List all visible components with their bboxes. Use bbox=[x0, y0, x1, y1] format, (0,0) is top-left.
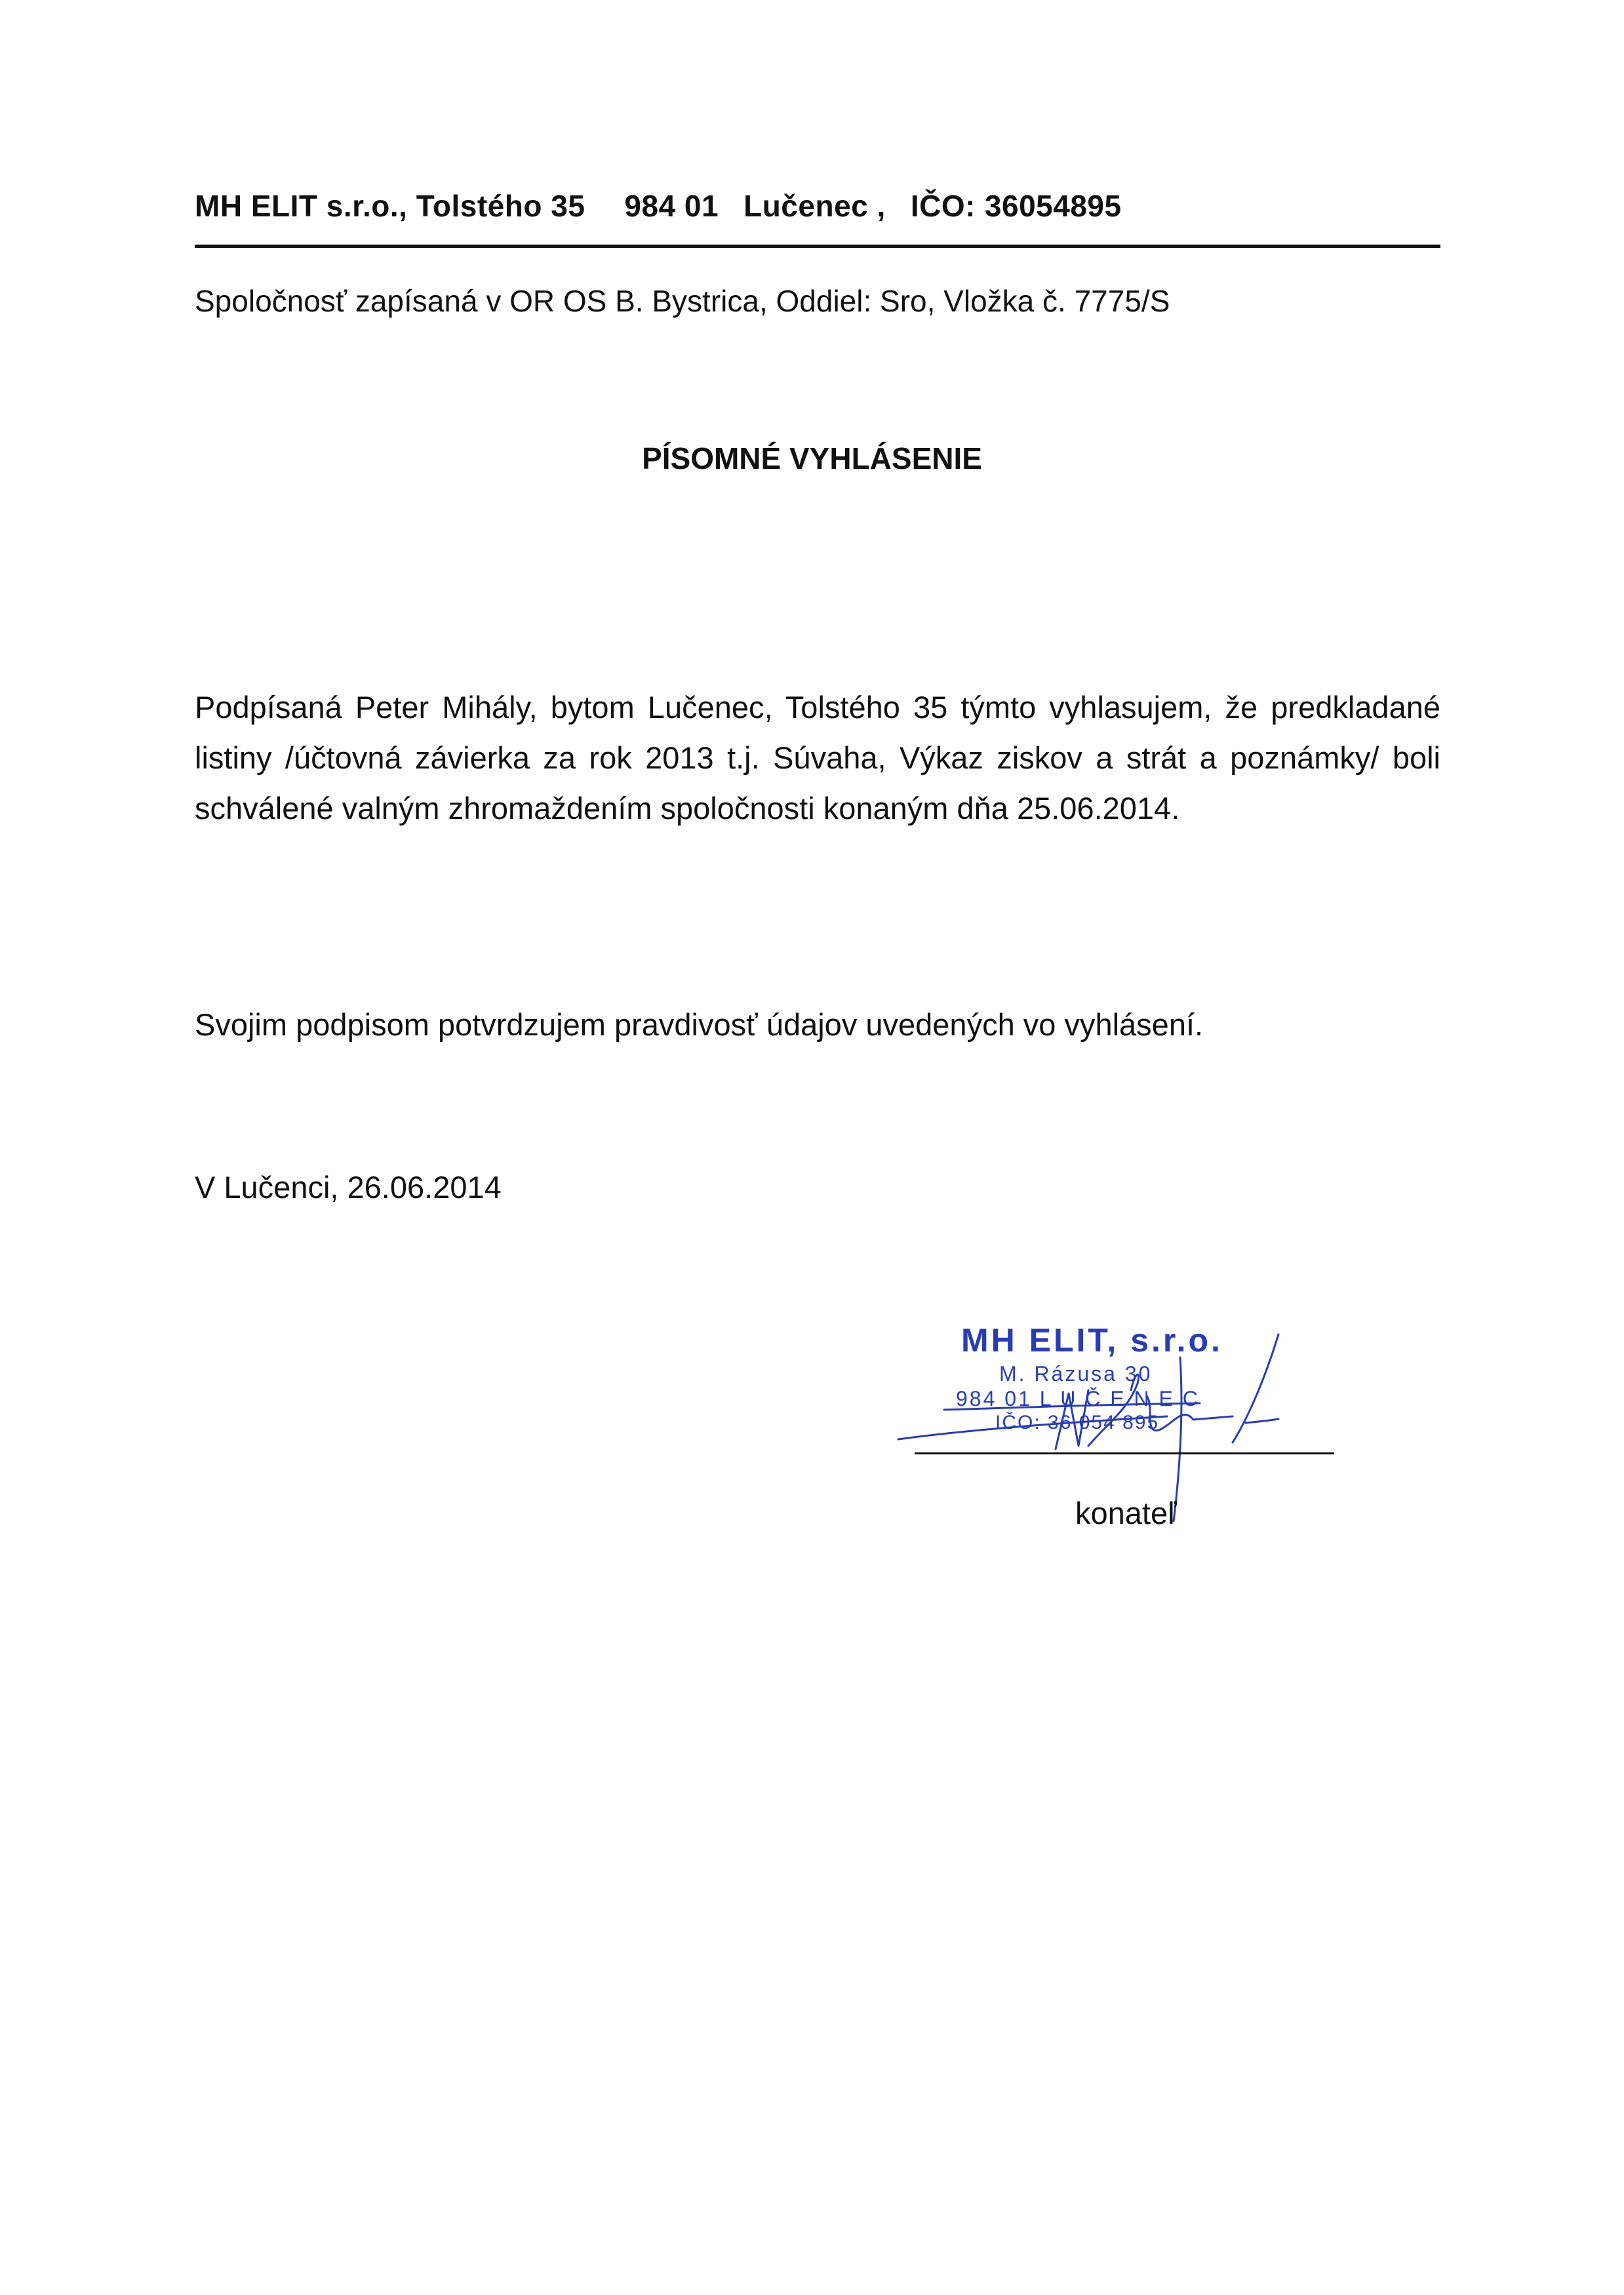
registration-info: Spoločnosť zapísaná v OR OS B. Bystrica, Oddiel: Sro, Vložka č. 7775/S bbox=[195, 284, 1170, 318]
header-postal-code: 984 01 bbox=[624, 189, 719, 223]
stamp-street: M. Rázusa 30 bbox=[999, 1362, 1153, 1386]
header-company: MH ELIT s.r.o., Tolstého 35 bbox=[195, 189, 585, 223]
confirmation-paragraph: Svojim podpisom potvrdzujem pravdivosť údajov uvedených vo vyhlásení. bbox=[195, 1007, 1204, 1042]
signatory-role: konateľ bbox=[1075, 1496, 1177, 1530]
signature-line bbox=[915, 1452, 1334, 1454]
header-city: Lučenec , bbox=[743, 189, 886, 223]
declaration-paragraph: Podpísaná Peter Mihály, bytom Lučenec, Tolstého 35 týmto vyhlasujem, že predkladané listiny /účtovná závierka za rok 2013 t.j. Súvaha, Výkaz ziskov a strát a poznámky/ boli schválené valným zhromaždením spoločnosti konaným dňa 25.06.2014. bbox=[195, 690, 1440, 826]
stamp-city: 984 01 L U Č E N E C bbox=[956, 1387, 1200, 1410]
document-title: PÍSOMNÉ VYHLÁSENIE bbox=[642, 441, 982, 475]
header-divider bbox=[195, 245, 1440, 248]
place-and-date: V Lučenci, 26.06.2014 bbox=[195, 1170, 502, 1205]
stamp-ico: IČO: 36 054 895 bbox=[995, 1412, 1160, 1433]
stamp-company: MH ELIT, s.r.o. bbox=[961, 1322, 1223, 1359]
header-ico-value: 36054895 bbox=[984, 189, 1122, 223]
company-header bbox=[195, 188, 1122, 224]
header-ico-label: IČO: bbox=[910, 189, 976, 223]
